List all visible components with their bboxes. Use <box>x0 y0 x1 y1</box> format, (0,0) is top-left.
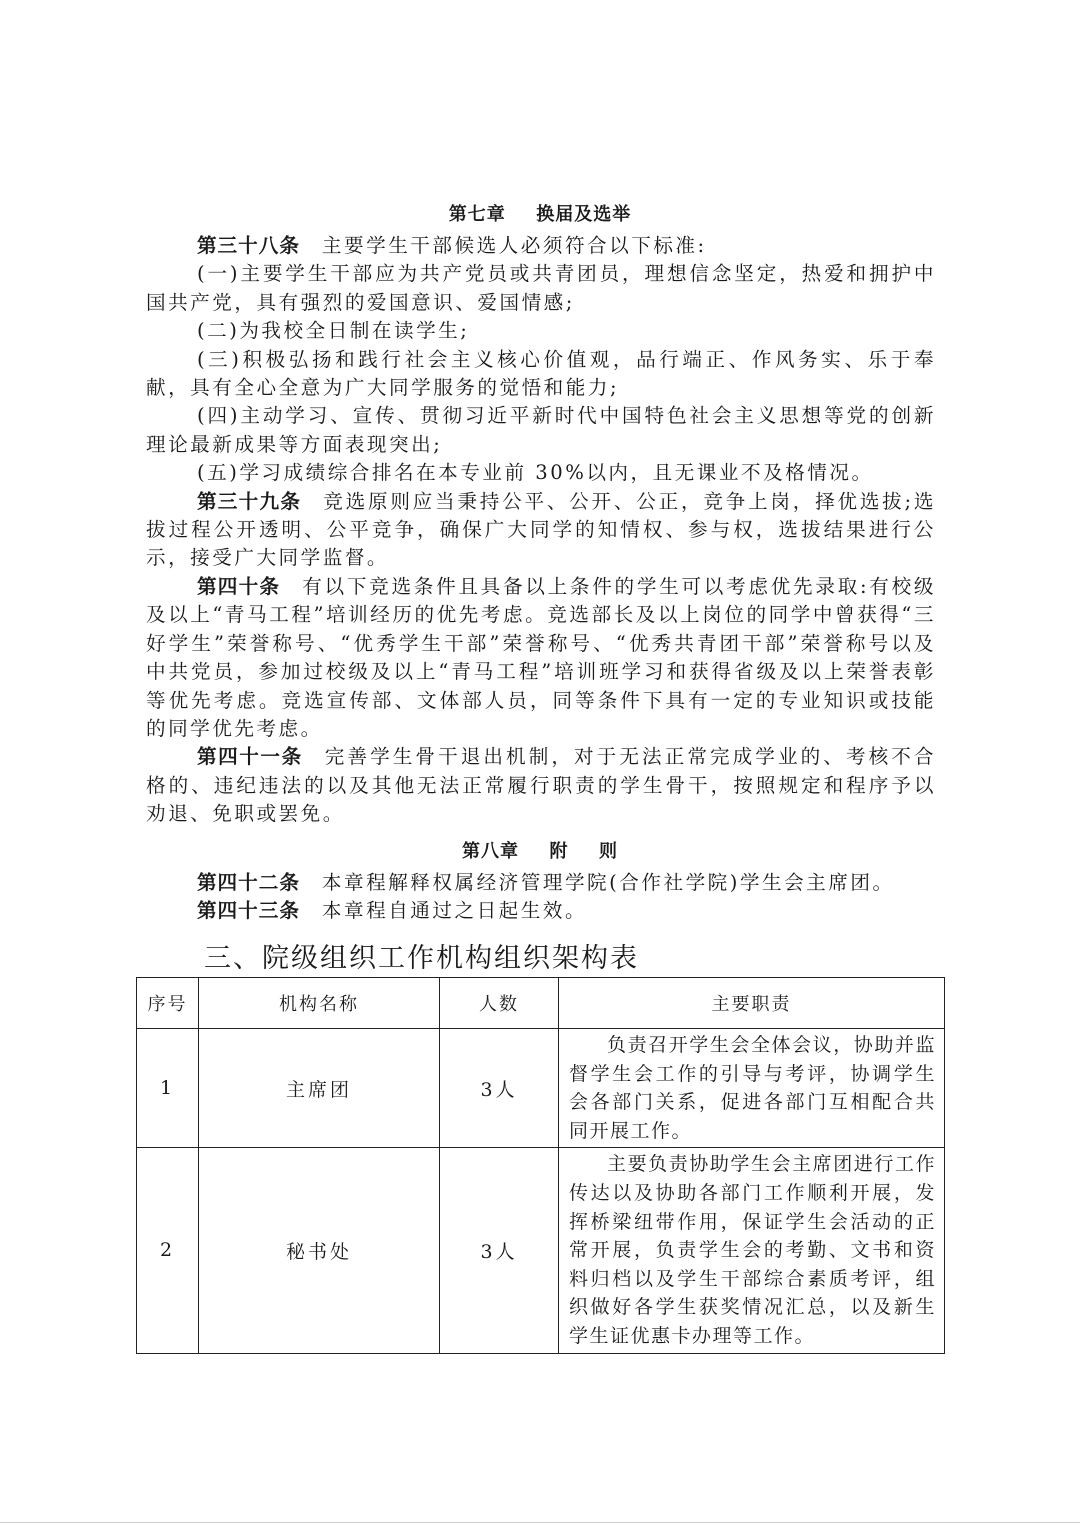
cell-duty: 主要负责协助学生会主席团进行工作传达以及协助各部门工作顺利开展，发挥桥梁纽带作用，保证学生会活动的正常开展，负责学生会的考勤、文书和资料归档以及学生干部综合素质考评，组织做好各学生获奖情况汇总，以及新生学生证优惠卡办理等工作。 <box>559 1148 945 1353</box>
criterion-2 <box>146 317 936 345</box>
criterion-1 <box>146 260 936 317</box>
cell-duty: 负责召开学生会全体会议，协助并监督学生会工作的引导与考评，协调学生会各部门关系，促进各部门互相配合共同开展工作。 <box>559 1029 945 1148</box>
article-label: 第四十二条 <box>196 871 300 894</box>
chapter-8-title: 第八章 附 则 <box>461 841 619 862</box>
article-label: 第四十三条 <box>196 899 300 923</box>
cell-name: 主席团 <box>199 1029 440 1148</box>
cell-count: 3人 <box>440 1029 559 1148</box>
page-edge-divider <box>0 1522 1080 1523</box>
chapter-7-body <box>146 232 936 829</box>
criterion-3 <box>146 346 936 403</box>
article-text: 完善学生骨干退出机制，对于无法正常完成学业的、考核不合格的、违纪违法的以及其他无法正常履行职责的学生骨干，按照规定和程序予以劝退、免职或罢免。 <box>146 745 937 826</box>
article-text: 有以下竞选条件且具备以上条件的学生可以考虑优先录取:有校级及以上“青马工程”培训经历的优先考虑。竞选部长及以上岗位的同学中曾获得“三好学生”荣誉称号、“优秀学生干部”荣誉称号、“优秀共青团干部”荣誉称号以及中共党员，参加过校级及以上“青马工程”培训班学习和获得省级及以上荣誉表彰等优先考虑。竞选宣传部、文体部人员，同等条件下具有一定的专业知识或技能的同学优先考虑。 <box>146 574 936 740</box>
article-text: 本章程自通过之日起生效。 <box>321 899 588 923</box>
cell-count: 3人 <box>440 1148 559 1353</box>
article-label: 第三十九条 <box>196 489 302 513</box>
article-label: 第四十一条 <box>196 745 303 769</box>
header-no: 序号 <box>137 978 199 1029</box>
chapter-7-title: 第七章 换届及选举 <box>448 204 632 225</box>
header-count: 人数 <box>440 978 559 1029</box>
article-39 <box>146 488 936 573</box>
article-38 <box>146 232 936 260</box>
article-42 <box>146 869 936 897</box>
table-row <box>137 1029 945 1148</box>
article-40 <box>146 573 936 743</box>
article-text: 主要学生干部候选人必须符合以下标准: <box>321 234 707 257</box>
criterion-text: (四)主动学习、宣传、贯彻习近平新时代中国特色社会主义思想等党的创新理论最新成果等方面表现突出; <box>146 404 936 456</box>
cell-name: 秘书处 <box>199 1148 440 1353</box>
criterion-text: (三)积极弘扬和践行社会主义核心价值观，品行端正、作风务实、乐于奉献，具有全心全意为广大同学服务的觉悟和能力; <box>146 347 936 400</box>
article-41 <box>146 743 936 828</box>
criterion-text: (二)为我校全日制在读学生; <box>196 319 470 343</box>
header-name: 机构名称 <box>199 978 440 1029</box>
organization-table <box>136 977 945 1354</box>
header-duty: 主要职责 <box>559 978 945 1029</box>
criterion-5 <box>146 459 936 487</box>
table-header-row <box>137 978 945 1029</box>
article-text: 竞选原则应当秉持公平、公开、公正，竞争上岗，择优选拔;选拔过程公开透明、公平竞争，确保广大同学的知情权、参与权，选拔结果进行公示，接受广大同学监督。 <box>146 489 937 570</box>
cell-no: 2 <box>137 1148 199 1353</box>
article-43 <box>146 897 936 925</box>
criterion-4 <box>146 402 936 459</box>
table-row <box>137 1148 945 1353</box>
criterion-text: (五)学习成绩综合排名在本专业前 30%以内，且无课业不及格情况。 <box>196 461 874 485</box>
article-label: 第三十八条 <box>196 234 300 257</box>
cell-no: 1 <box>137 1029 199 1148</box>
article-text: 本章程解释权属经济管理学院(合作社学院)学生会主席团。 <box>321 871 895 894</box>
article-label: 第四十条 <box>196 574 281 598</box>
chapter-8-body <box>146 869 936 926</box>
section-heading: 三、院级组织工作机构组织架构表 <box>204 943 639 974</box>
criterion-text: (一)主要学生干部应为共产党员或共青团员，理想信念坚定，热爱和拥护中国共产党，具有强烈的爱国意识、爱国情感; <box>146 262 936 314</box>
